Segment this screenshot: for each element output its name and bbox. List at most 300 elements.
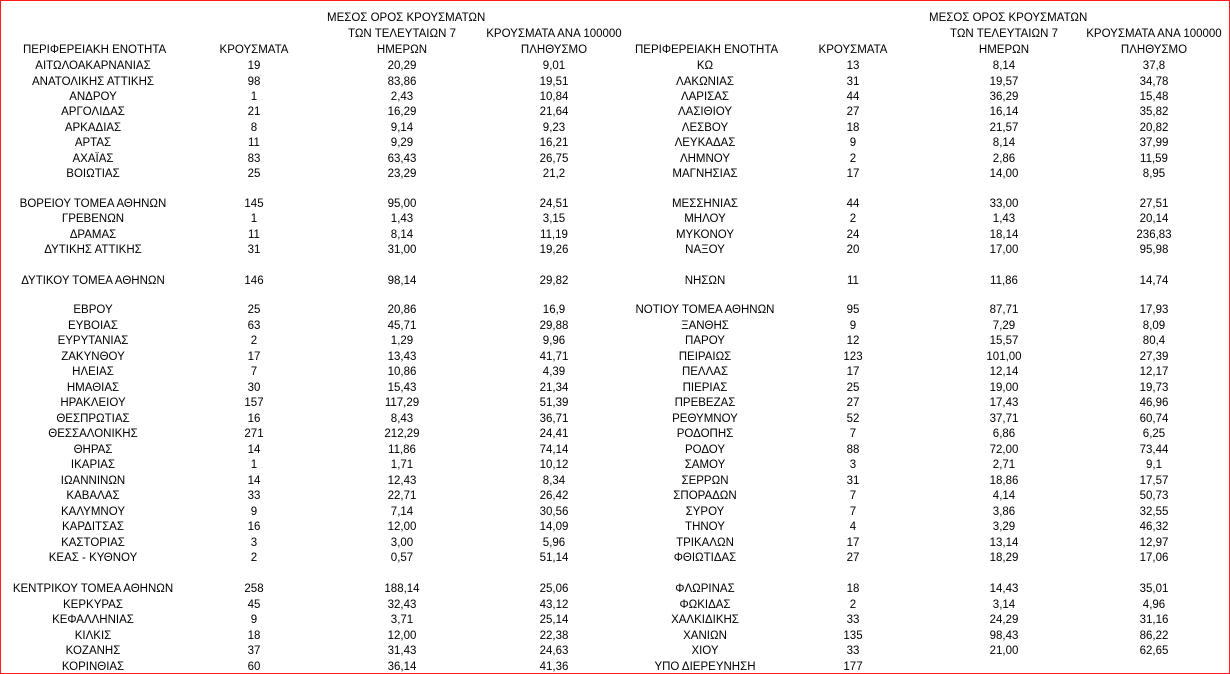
left-cell-per-100k: 24,63 (539, 645, 569, 657)
right-cell-region-name: ΝΟΤΙΟΥ ΤΟΜΕΑ ΑΘΗΝΩΝ (635, 304, 775, 316)
right-cell-cases: 4 (849, 521, 857, 533)
right-cell-avg-7-days: 18,29 (989, 552, 1019, 564)
left-cell-avg-7-days: 13,43 (387, 351, 417, 363)
right-cell-per-100k: 73,44 (1139, 444, 1169, 456)
right-cell-avg-7-days: 4,14 (992, 490, 1016, 502)
left-cell-per-100k: 19,51 (539, 76, 569, 88)
right-cell-per-100k: 62,65 (1139, 645, 1169, 657)
left-cell-cases: 3 (250, 537, 258, 549)
right-cell-per-100k: 60,74 (1139, 413, 1169, 425)
left-cell-cases: 258 (244, 583, 264, 595)
left-cell-region-name: ΙΚΑΡΙΑΣ (70, 459, 116, 471)
right-cell-avg-7-days: 3,86 (992, 506, 1016, 518)
right-cell-region-name: ΜΑΓΝΗΣΙΑΣ (672, 168, 738, 180)
left-cell-per-100k: 9,01 (542, 60, 566, 72)
left-cell-avg-7-days: 10,86 (387, 366, 417, 378)
right-header-cases: ΚΡΟΥΣΜΑΤΑ (818, 44, 888, 56)
right-cell-region-name: ΛΑΡΙΣΑΣ (680, 91, 730, 103)
left-cell-cases: 2 (250, 552, 258, 564)
left-cell-avg-7-days: 12,00 (387, 630, 417, 642)
right-cell-cases: 7 (849, 428, 857, 440)
right-cell-avg-7-days: 98,43 (989, 630, 1019, 642)
left-cell-avg-7-days: 9,29 (390, 137, 414, 149)
right-cell-per-100k (1099, 660, 1209, 674)
right-cell-region-name: ΧΙΟΥ (691, 645, 719, 657)
left-header-per100k-line2: ΠΛΗΘΥΣΜΟ (520, 44, 588, 56)
right-cell-per-100k: 86,22 (1139, 630, 1169, 642)
left-cell-avg-7-days: 11,86 (388, 444, 416, 456)
right-cell-avg-7-days: 17,43 (989, 397, 1019, 409)
right-cell-region-name: ΡΟΔΟΠΗΣ (676, 428, 734, 440)
left-cell-per-100k: 29,82 (539, 275, 569, 287)
left-cell-avg-7-days: 31,00 (387, 244, 417, 256)
right-cell-cases: 88 (846, 444, 860, 456)
right-cell-region-name: ΡΟΔΟΥ (684, 444, 726, 456)
right-cell-avg-7-days: 101,00 (986, 351, 1022, 363)
left-cell-avg-7-days: 36,14 (387, 661, 417, 673)
left-cell-region-name: ΘΗΡΑΣ (73, 444, 113, 456)
right-cell-cases: 9 (849, 320, 857, 332)
left-cell-region-name: ΒΟΙΩΤΙΑΣ (66, 168, 120, 180)
left-cell-cases: 31 (247, 244, 261, 256)
right-cell-avg-7-days: 12,14 (989, 366, 1019, 378)
right-cell-per-100k: 12,17 (1139, 366, 1169, 378)
left-cell-avg-7-days: 23,29 (387, 168, 417, 180)
right-cell-avg-7-days: 7,29 (992, 320, 1016, 332)
right-cell-region-name: ΚΩ (696, 60, 714, 72)
left-cell-region-name: ΚΑΣΤΟΡΙΑΣ (61, 537, 125, 549)
right-cell-cases: 20 (846, 244, 860, 256)
right-cell-region-name: ΣΥΡΟΥ (685, 506, 725, 518)
right-cell-region-name: ΣΠΟΡΑΔΩΝ (673, 490, 737, 502)
right-cell-per-100k: 37,99 (1139, 137, 1169, 149)
right-cell-region-name: ΛΑΣΙΘΙΟΥ (677, 106, 733, 118)
left-cell-cases: 1 (250, 213, 258, 225)
left-cell-region-name: ΑΡΓΟΛΙΔΑΣ (61, 106, 125, 118)
left-cell-cases: 1 (250, 459, 258, 471)
right-cell-region-name: ΜΕΣΣΗΝΙΑΣ (671, 198, 739, 210)
left-cell-region-name: ΑΙΤΩΛΟΑΚΑΡΝΑΝΙΑΣ (35, 60, 151, 72)
left-cell-avg-7-days: 45,71 (387, 320, 417, 332)
left-cell-cases: 25 (247, 168, 261, 180)
left-cell-per-100k: 51,39 (539, 397, 569, 409)
left-cell-region-name: ΚΑΛΥΜΝΟΥ (61, 506, 125, 518)
left-cell-region-name: ΔΥΤΙΚΟΥ ΤΟΜΕΑ ΑΘΗΝΩΝ (21, 275, 165, 287)
left-cell-per-100k: 14,09 (539, 521, 569, 533)
left-header-avg-line1: ΜΕΣΟΣ ΟΡΟΣ ΚΡΟΥΣΜΑΤΩΝ (327, 12, 486, 24)
right-cell-cases: 52 (846, 413, 860, 425)
left-cell-avg-7-days: 32,43 (387, 599, 417, 611)
left-cell-region-name: ΘΕΣΠΡΩΤΙΑΣ (56, 413, 130, 425)
right-header-region: ΠΕΡΙΦΕΡΕΙΑΚΗ ΕΝΟΤΗΤΑ (635, 44, 779, 56)
right-cell-per-100k: 8,95 (1142, 168, 1166, 180)
right-cell-per-100k: 20,14 (1139, 213, 1169, 225)
left-cell-cases: 25 (247, 304, 261, 316)
left-cell-avg-7-days: 188,14 (384, 583, 420, 595)
left-cell-cases: 63 (247, 320, 261, 332)
left-cell-avg-7-days: 8,14 (390, 229, 414, 241)
right-cell-avg-7-days: 18,14 (989, 229, 1019, 241)
right-cell-avg-7-days: 2,86 (992, 153, 1016, 165)
left-cell-per-100k: 21,2 (542, 168, 566, 180)
left-cell-cases: 33 (247, 490, 261, 502)
left-cell-cases: 45 (247, 599, 261, 611)
right-cell-region-name: ΣΑΜΟΥ (684, 459, 726, 471)
left-cell-region-name: ΕΥΡΥΤΑΝΙΑΣ (57, 335, 129, 347)
left-cell-region-name: ΑΡΤΑΣ (74, 137, 112, 149)
left-cell-region-name: ΕΥΒΟΙΑΣ (68, 320, 118, 332)
right-cell-per-100k: 17,57 (1139, 475, 1169, 487)
left-cell-region-name: ΙΩΑΝΝΙΝΩΝ (60, 475, 126, 487)
left-cell-region-name: ΔΥΤΙΚΗΣ ΑΤΤΙΚΗΣ (44, 244, 142, 256)
left-cell-region-name: ΕΒΡΟΥ (73, 304, 113, 316)
left-cell-avg-7-days: 15,43 (387, 382, 417, 394)
left-cell-avg-7-days: 8,43 (390, 413, 414, 425)
right-cell-region-name: ΥΠΟ ΔΙΕΡΕΥΝΗΣΗ (654, 661, 756, 673)
right-cell-region-name: ΠΕΛΛΑΣ (681, 366, 729, 378)
left-cell-per-100k: 11,19 (540, 229, 568, 241)
left-cell-avg-7-days: 1,71 (390, 459, 414, 471)
left-cell-region-name: ΚΕΦΑΛΛΗΝΙΑΣ (52, 614, 134, 626)
right-cell-cases: 95 (846, 304, 860, 316)
left-cell-per-100k: 30,56 (539, 506, 569, 518)
left-cell-per-100k: 41,36 (539, 661, 569, 673)
right-cell-avg-7-days: 19,00 (989, 382, 1019, 394)
left-cell-per-100k: 51,14 (539, 552, 569, 564)
left-cell-per-100k: 21,34 (539, 382, 569, 394)
left-cell-cases: 9 (250, 506, 258, 518)
left-cell-region-name: ΒΟΡΕΙΟΥ ΤΟΜΕΑ ΑΘΗΝΩΝ (19, 198, 167, 210)
left-cell-cases: 14 (247, 475, 261, 487)
right-cell-per-100k: 19,73 (1139, 382, 1169, 394)
left-cell-cases: 83 (247, 153, 261, 165)
right-cell-avg-7-days: 3,14 (992, 599, 1016, 611)
right-cell-region-name: ΛΗΜΝΟΥ (679, 153, 731, 165)
left-cell-region-name: ΗΡΑΚΛΕΙΟΥ (60, 397, 126, 409)
left-cell-cases: 11 (248, 229, 260, 241)
right-cell-avg-7-days: 6,86 (992, 428, 1016, 440)
left-cell-cases: 18 (247, 630, 261, 642)
left-cell-avg-7-days: 212,29 (384, 428, 420, 440)
right-cell-cases: 2 (849, 213, 857, 225)
left-cell-cases: 17 (247, 351, 261, 363)
left-cell-avg-7-days: 63,43 (387, 153, 417, 165)
right-cell-per-100k: 27,39 (1139, 351, 1169, 363)
right-header-per100k-line1: ΚΡΟΥΣΜΑΤΑ ΑΝΑ 100000 (1086, 28, 1222, 40)
right-cell-cases: 31 (846, 76, 860, 88)
left-cell-cases: 37 (247, 645, 261, 657)
right-cell-per-100k: 46,32 (1139, 521, 1169, 533)
right-cell-cases: 13 (846, 60, 860, 72)
right-cell-cases: 31 (846, 475, 860, 487)
right-cell-per-100k: 8,09 (1142, 320, 1166, 332)
right-cell-per-100k: 20,82 (1139, 122, 1169, 134)
left-cell-avg-7-days: 95,00 (387, 198, 417, 210)
right-cell-cases: 44 (846, 91, 860, 103)
right-cell-region-name: ΤΗΝΟΥ (685, 521, 725, 533)
left-cell-avg-7-days: 1,43 (390, 213, 414, 225)
left-header-avg-line2: ΤΩΝ ΤΕΛΕΥΤΑΙΩΝ 7 (348, 28, 456, 40)
left-cell-per-100k: 19,26 (539, 244, 569, 256)
left-cell-per-100k: 25,14 (539, 614, 569, 626)
left-cell-avg-7-days: 3,71 (390, 614, 414, 626)
left-cell-per-100k: 36,71 (539, 413, 569, 425)
left-cell-region-name: ΚΟΖΑΝΗΣ (65, 645, 121, 657)
left-cell-cases: 14 (247, 444, 261, 456)
right-cell-per-100k: 11,59 (1140, 153, 1168, 165)
right-cell-cases: 18 (846, 583, 860, 595)
left-cell-cases: 1 (250, 91, 258, 103)
right-cell-cases: 2 (849, 153, 857, 165)
right-cell-per-100k: 15,48 (1139, 91, 1169, 103)
right-cell-cases: 27 (846, 106, 860, 118)
left-cell-avg-7-days: 0,57 (390, 552, 414, 564)
right-cell-avg-7-days: 3,29 (992, 521, 1016, 533)
right-cell-region-name: ΦΩΚΙΔΑΣ (679, 599, 731, 611)
left-cell-region-name: ΑΝΔΡΟΥ (69, 91, 117, 103)
right-cell-per-100k: 12,97 (1139, 537, 1169, 549)
right-cell-region-name: ΣΕΡΡΩΝ (681, 475, 729, 487)
right-header-avg-line2: ΤΩΝ ΤΕΛΕΥΤΑΙΩΝ 7 (950, 28, 1058, 40)
left-cell-cases: 98 (247, 76, 261, 88)
left-cell-per-100k: 29,88 (539, 320, 569, 332)
left-cell-cases: 9 (250, 614, 258, 626)
right-cell-per-100k: 80,4 (1142, 335, 1166, 347)
left-cell-per-100k: 26,75 (539, 153, 569, 165)
right-cell-region-name: ΧΑΛΚΙΔΙΚΗΣ (671, 614, 739, 626)
left-cell-avg-7-days: 22,71 (387, 490, 417, 502)
left-header-region: ΠΕΡΙΦΕΡΕΙΑΚΗ ΕΝΟΤΗΤΑ (23, 44, 167, 56)
left-cell-cases: 21 (247, 106, 261, 118)
left-cell-per-100k: 43,12 (539, 599, 569, 611)
right-cell-region-name: ΡΕΘΥΜΝΟΥ (672, 413, 738, 425)
left-header-avg (327, 10, 486, 58)
right-cell-per-100k: 6,25 (1142, 428, 1166, 440)
left-cell-region-name: ΚΕΝΤΡΙΚΟΥ ΤΟΜΕΑ ΑΘΗΝΩΝ (12, 583, 174, 595)
left-cell-cases: 19 (247, 60, 261, 72)
left-header-per100k (479, 26, 629, 58)
left-cell-per-100k: 10,84 (539, 91, 569, 103)
right-cell-region-name: ΠΡΕΒΕΖΑΣ (674, 397, 736, 409)
right-header-avg-line3: ΗΜΕΡΩΝ (978, 44, 1030, 56)
right-header-per100k-line2: ΠΛΗΘΥΣΜΟ (1120, 44, 1188, 56)
right-cell-per-100k: 31,16 (1139, 614, 1169, 626)
right-cell-region-name: ΠΕΙΡΑΙΩΣ (678, 351, 732, 363)
left-cell-per-100k: 16,9 (542, 304, 566, 316)
left-cell-per-100k: 24,41 (539, 428, 569, 440)
right-cell-region-name: ΝΑΞΟΥ (685, 244, 725, 256)
left-cell-per-100k: 8,34 (542, 475, 566, 487)
right-cell-per-100k: 95,98 (1139, 244, 1169, 256)
left-cell-avg-7-days: 31,43 (387, 645, 417, 657)
right-cell-avg-7-days: 18,86 (989, 475, 1019, 487)
left-cell-region-name: ΖΑΚΥΝΘΟΥ (61, 351, 125, 363)
left-cell-avg-7-days: 20,86 (387, 304, 417, 316)
right-cell-region-name: ΛΕΥΚΑΔΑΣ (674, 137, 736, 149)
right-cell-region-name: ΠΙΕΡΙΑΣ (682, 382, 728, 394)
right-cell-cases: 44 (846, 198, 860, 210)
right-cell-cases: 33 (846, 614, 860, 626)
left-cell-cases: 60 (247, 661, 261, 673)
right-cell-region-name: ΛΕΣΒΟΥ (681, 122, 729, 134)
right-cell-cases: 7 (849, 490, 857, 502)
right-cell-avg-7-days: 15,57 (989, 335, 1019, 347)
left-cell-cases: 16 (247, 413, 261, 425)
left-cell-region-name: ΚΑΒΑΛΑΣ (66, 490, 120, 502)
left-cell-avg-7-days: 12,00 (387, 521, 417, 533)
left-cell-cases: 8 (250, 122, 258, 134)
right-cell-cases: 17 (846, 168, 860, 180)
left-cell-per-100k: 16,21 (539, 137, 569, 149)
left-cell-cases: 7 (250, 366, 258, 378)
right-cell-avg-7-days: 24,29 (989, 614, 1019, 626)
right-cell-cases: 24 (846, 229, 860, 241)
right-cell-avg-7-days: 11,86 (990, 275, 1018, 287)
right-header-avg-line1: ΜΕΣΟΣ ΟΡΟΣ ΚΡΟΥΣΜΑΤΩΝ (929, 12, 1088, 24)
left-cell-per-100k: 10,12 (539, 459, 569, 471)
right-cell-per-100k: 4,96 (1142, 599, 1166, 611)
right-cell-avg-7-days: 8,14 (992, 60, 1016, 72)
left-cell-region-name: ΚΕΡΚΥΡΑΣ (63, 599, 123, 611)
left-cell-region-name: ΚΙΛΚΙΣ (74, 630, 112, 642)
right-cell-avg-7-days: 8,14 (992, 137, 1016, 149)
right-cell-avg-7-days: 36,29 (989, 91, 1019, 103)
left-cell-cases: 145 (244, 198, 264, 210)
left-cell-cases: 146 (244, 275, 264, 287)
right-cell-per-100k: 37,8 (1142, 60, 1166, 72)
right-cell-cases: 25 (846, 382, 860, 394)
left-cell-per-100k: 9,23 (542, 122, 566, 134)
right-cell-cases: 12 (846, 335, 860, 347)
left-cell-avg-7-days: 1,29 (390, 335, 414, 347)
left-cell-avg-7-days: 9,14 (390, 122, 414, 134)
left-cell-cases: 2 (250, 335, 258, 347)
right-cell-cases: 135 (843, 630, 863, 642)
right-cell-avg-7-days: 13,14 (989, 537, 1019, 549)
left-cell-per-100k: 9,96 (542, 335, 566, 347)
left-cell-region-name: ΘΕΣΣΑΛΟΝΙΚΗΣ (48, 428, 138, 440)
right-cell-region-name: ΞΑΝΘΗΣ (681, 320, 729, 332)
right-cell-region-name: ΦΛΩΡΙΝΑΣ (675, 583, 735, 595)
left-cell-avg-7-days: 98,14 (387, 275, 417, 287)
right-cell-per-100k: 46,96 (1139, 397, 1169, 409)
right-cell-per-100k: 236,83 (1136, 229, 1172, 241)
left-cell-cases: 271 (244, 428, 264, 440)
right-cell-cases: 27 (846, 397, 860, 409)
right-cell-cases: 17 (846, 366, 860, 378)
left-cell-per-100k: 4,39 (542, 366, 566, 378)
left-header-cases: ΚΡΟΥΣΜΑΤΑ (219, 44, 289, 56)
left-header-avg-line3: ΗΜΕΡΩΝ (376, 44, 428, 56)
right-cell-per-100k: 9,1 (1146, 459, 1162, 471)
left-cell-per-100k: 26,42 (539, 490, 569, 502)
left-cell-per-100k: 41,71 (539, 351, 569, 363)
left-cell-avg-7-days: 12,43 (387, 475, 417, 487)
right-cell-per-100k: 14,74 (1139, 275, 1169, 287)
right-cell-per-100k: 35,01 (1139, 583, 1169, 595)
right-cell-avg-7-days (949, 660, 1059, 674)
right-cell-avg-7-days: 21,57 (989, 122, 1019, 134)
left-cell-region-name: ΗΛΕΙΑΣ (72, 366, 114, 378)
left-cell-per-100k: 3,15 (542, 213, 566, 225)
right-cell-avg-7-days: 87,71 (989, 304, 1019, 316)
right-cell-per-100k: 35,82 (1139, 106, 1169, 118)
right-cell-per-100k: 34,78 (1139, 76, 1169, 88)
right-cell-cases: 3 (849, 459, 857, 471)
right-cell-avg-7-days: 2,71 (992, 459, 1016, 471)
right-cell-cases: 11 (847, 275, 859, 287)
right-cell-cases: 17 (846, 537, 860, 549)
right-cell-cases: 9 (849, 137, 857, 149)
left-cell-cases: 157 (244, 397, 264, 409)
left-cell-cases: 30 (247, 382, 261, 394)
right-cell-region-name: ΠΑΡΟΥ (685, 335, 725, 347)
right-cell-avg-7-days: 37,71 (989, 413, 1019, 425)
left-cell-region-name: ΗΜΑΘΙΑΣ (66, 382, 120, 394)
left-cell-region-name: ΓΡΕΒΕΝΩΝ (61, 213, 125, 225)
right-cell-region-name: ΜΥΚΟΝΟΥ (675, 229, 735, 241)
left-cell-region-name: ΚΟΡΙΝΘΙΑΣ (61, 661, 125, 673)
left-cell-avg-7-days: 117,29 (384, 397, 420, 409)
right-cell-avg-7-days: 16,14 (989, 106, 1019, 118)
right-cell-per-100k: 27,51 (1139, 198, 1169, 210)
right-cell-region-name: ΤΡΙΚΑΛΩΝ (676, 537, 734, 549)
right-cell-avg-7-days: 17,00 (989, 244, 1019, 256)
left-cell-avg-7-days: 2,43 (390, 91, 414, 103)
right-cell-cases: 7 (849, 506, 857, 518)
right-cell-cases: 123 (843, 351, 863, 363)
right-header-per100k (1079, 26, 1229, 58)
right-cell-avg-7-days: 72,00 (989, 444, 1019, 456)
right-cell-avg-7-days: 14,00 (989, 168, 1019, 180)
left-cell-region-name: ΚΑΡΔΙΤΣΑΣ (62, 521, 124, 533)
left-cell-per-100k: 5,96 (542, 537, 566, 549)
right-cell-per-100k: 32,55 (1139, 506, 1169, 518)
left-cell-region-name: ΑΝΑΤΟΛΙΚΗΣ ΑΤΤΙΚΗΣ (31, 76, 154, 88)
right-cell-avg-7-days: 14,43 (989, 583, 1019, 595)
left-cell-region-name: ΑΧΑΪΑΣ (72, 153, 114, 165)
left-cell-per-100k: 74,14 (539, 444, 569, 456)
left-cell-region-name: ΔΡΑΜΑΣ (69, 229, 117, 241)
left-cell-region-name: ΚΕΑΣ - ΚΥΘΝΟΥ (48, 552, 138, 564)
left-cell-per-100k: 24,51 (539, 198, 569, 210)
right-cell-cases: 2 (849, 599, 857, 611)
right-cell-region-name: ΧΑΝΙΩΝ (683, 630, 727, 642)
left-cell-per-100k: 25,06 (539, 583, 569, 595)
left-cell-avg-7-days: 7,14 (390, 506, 414, 518)
right-cell-region-name: ΜΗΛΟΥ (684, 213, 726, 225)
right-cell-per-100k: 17,93 (1139, 304, 1169, 316)
right-cell-region-name: ΝΗΣΩΝ (684, 275, 726, 287)
right-cell-per-100k: 50,73 (1139, 490, 1169, 502)
right-cell-region-name: ΦΘΙΩΤΙΔΑΣ (673, 552, 737, 564)
left-cell-avg-7-days: 83,86 (387, 76, 417, 88)
right-cell-region-name: ΛΑΚΩΝΙΑΣ (676, 76, 734, 88)
left-cell-avg-7-days: 16,29 (387, 106, 417, 118)
right-cell-avg-7-days: 1,43 (992, 213, 1016, 225)
right-cell-avg-7-days: 19,57 (989, 76, 1019, 88)
left-cell-avg-7-days: 20,29 (387, 60, 417, 72)
left-cell-cases: 16 (247, 521, 261, 533)
right-cell-cases: 27 (846, 552, 860, 564)
right-cell-cases: 33 (846, 645, 860, 657)
left-header-per100k-line1: ΚΡΟΥΣΜΑΤΑ ΑΝΑ 100000 (486, 28, 622, 40)
right-cell-per-100k: 17,06 (1139, 552, 1169, 564)
left-cell-region-name: ΑΡΚΑΔΙΑΣ (64, 122, 122, 134)
right-cell-cases: 18 (846, 122, 860, 134)
right-header-avg (929, 10, 1088, 58)
left-cell-per-100k: 22,38 (539, 630, 569, 642)
